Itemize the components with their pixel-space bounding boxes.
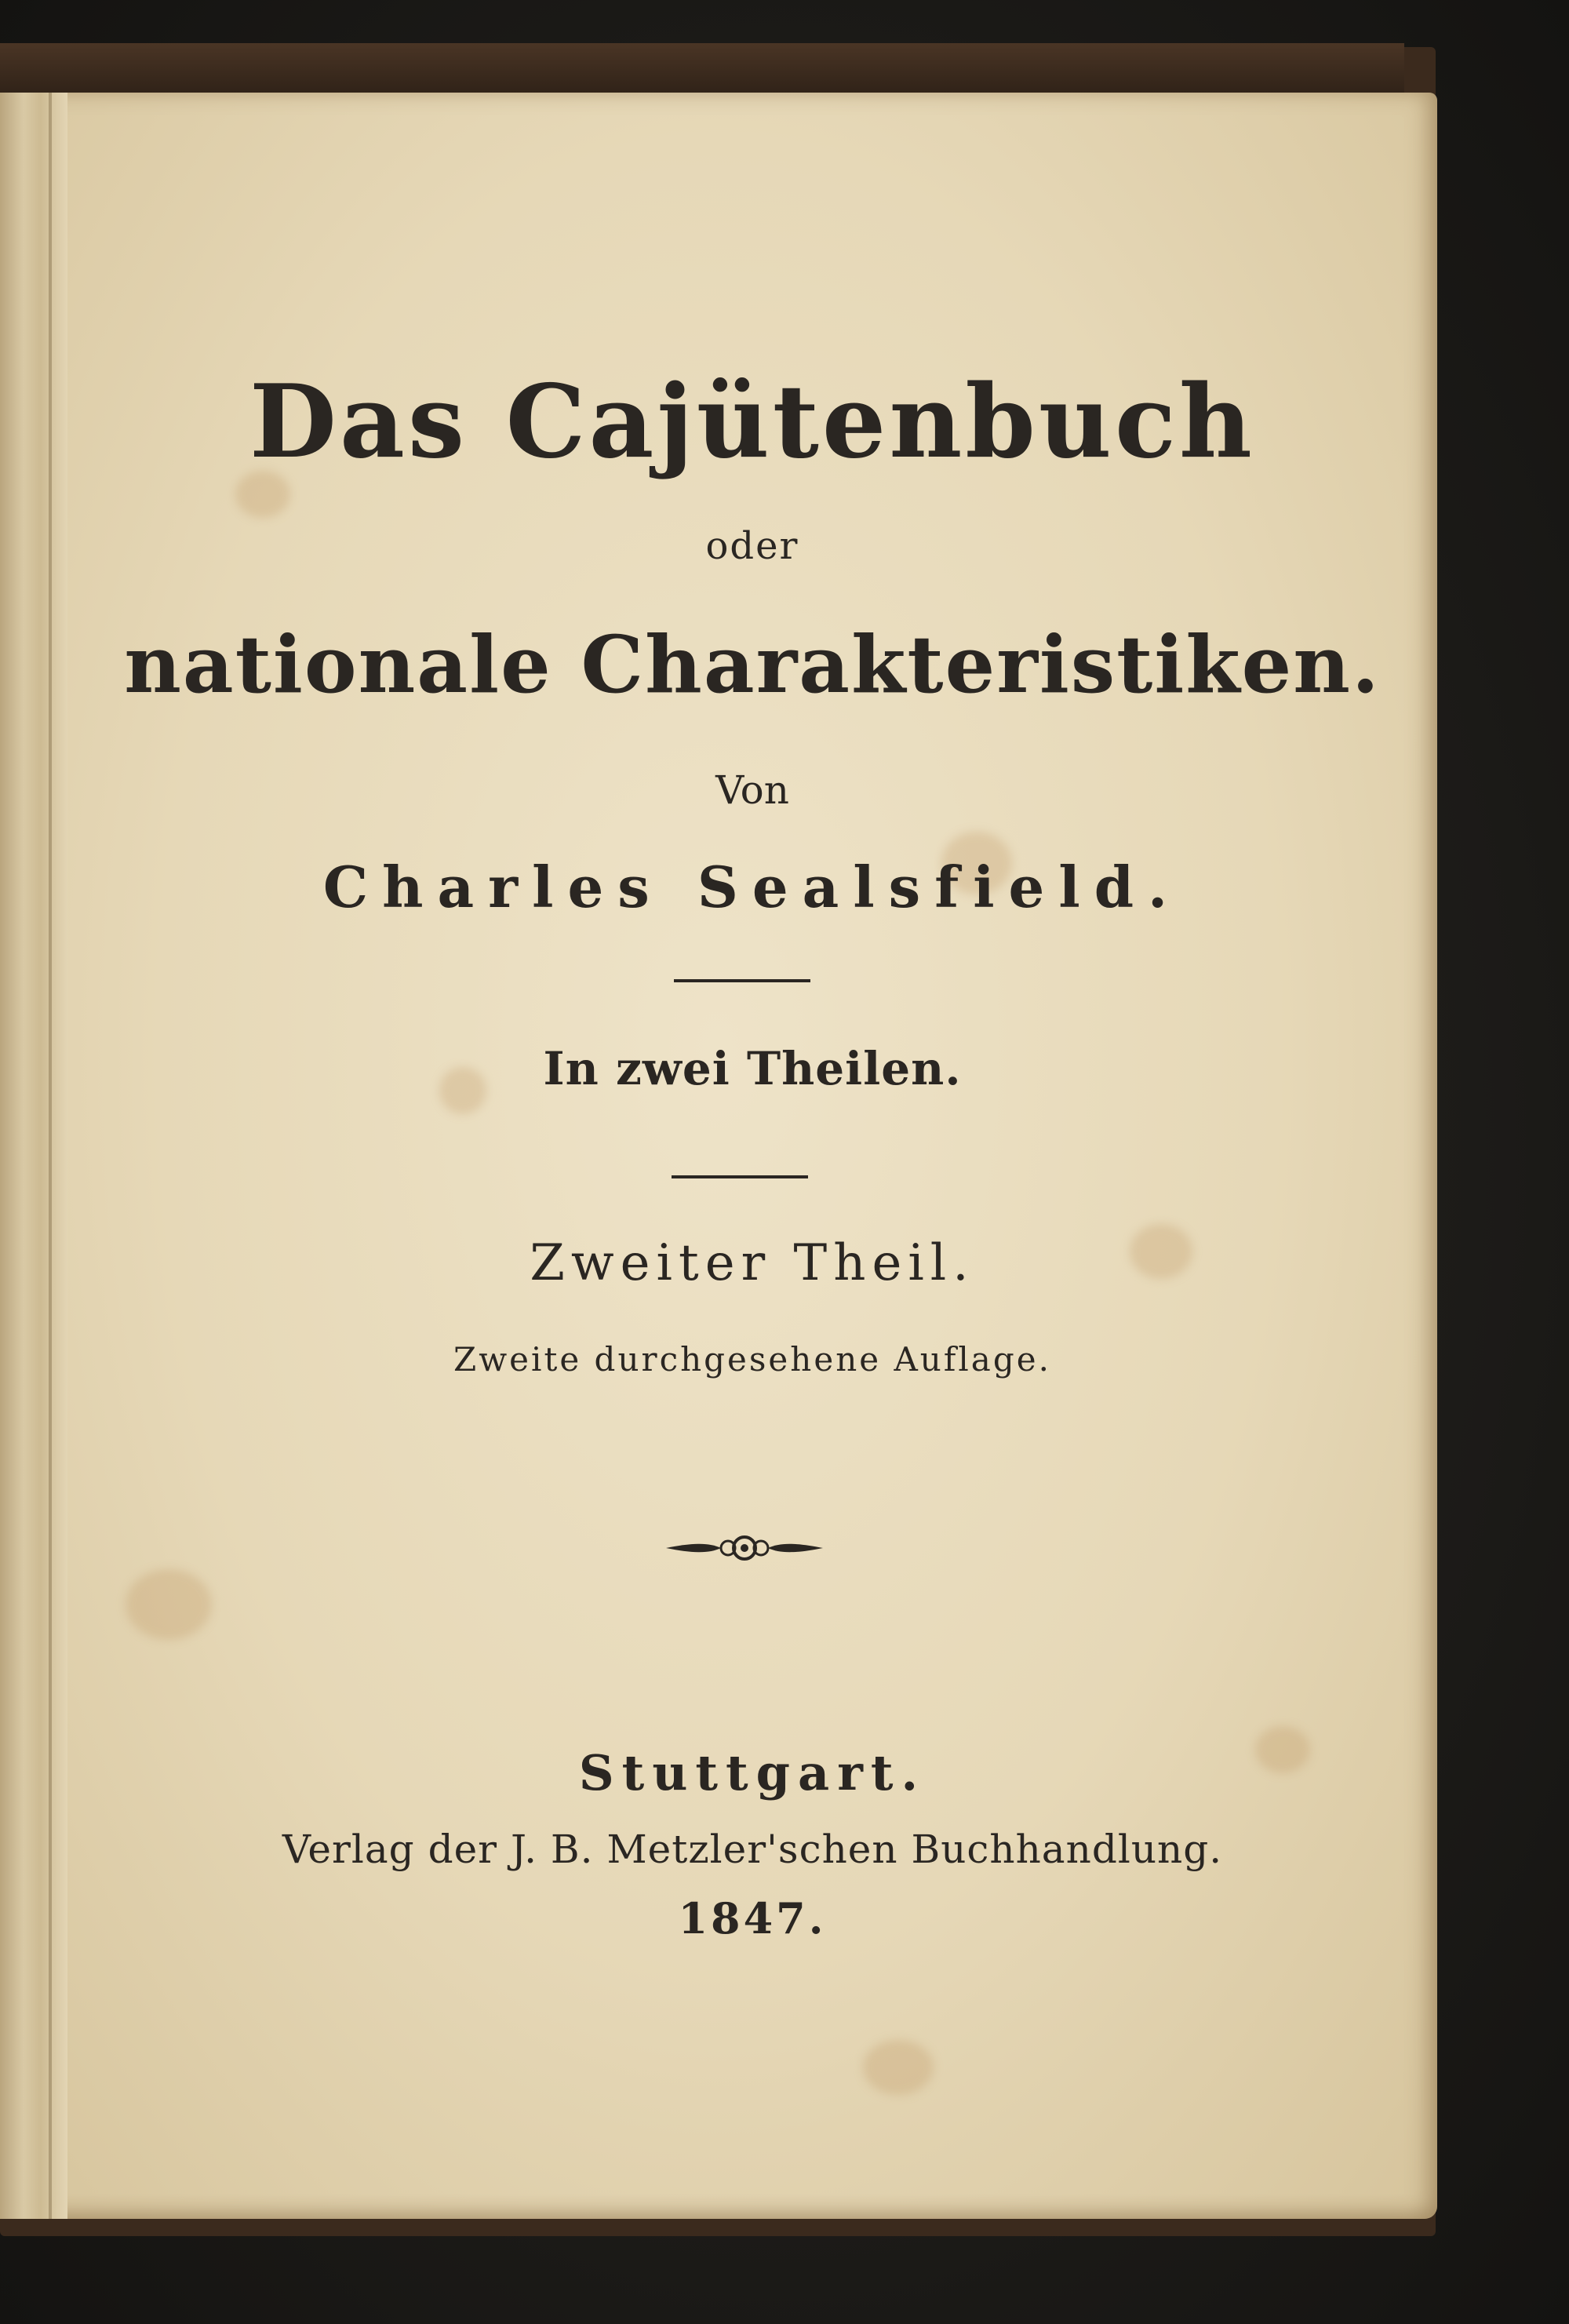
book-cover-top <box>0 43 1404 98</box>
publication-year: 1847. <box>678 1893 827 1943</box>
book-subtitle: nationale Charakteristiken. <box>124 618 1381 711</box>
divider-rule-top <box>674 979 810 982</box>
parts-note: In zwei Theilen. <box>543 1042 962 1095</box>
edition-note: Zweite durchgesehene Auflage. <box>453 1340 1051 1379</box>
divider-rule-bottom <box>672 1175 808 1178</box>
author-name: Charles Sealsfield. <box>322 854 1182 920</box>
volume-label: Zweiter Theil. <box>530 1234 975 1292</box>
title-connector: oder <box>705 524 799 568</box>
gutter-fold-line <box>49 93 52 2219</box>
scroll-fleuron-icon <box>662 1528 827 1568</box>
publication-place: Stuttgart. <box>578 1744 926 1801</box>
publisher-name: Verlag der J. B. Metzler'schen Buchhandlung. <box>282 1827 1223 1872</box>
book-title: Das Cajütenbuch <box>249 363 1255 481</box>
page-gutter <box>0 93 67 2219</box>
title-page-text <box>67 93 1437 2219</box>
byline-prefix: Von <box>715 767 789 813</box>
